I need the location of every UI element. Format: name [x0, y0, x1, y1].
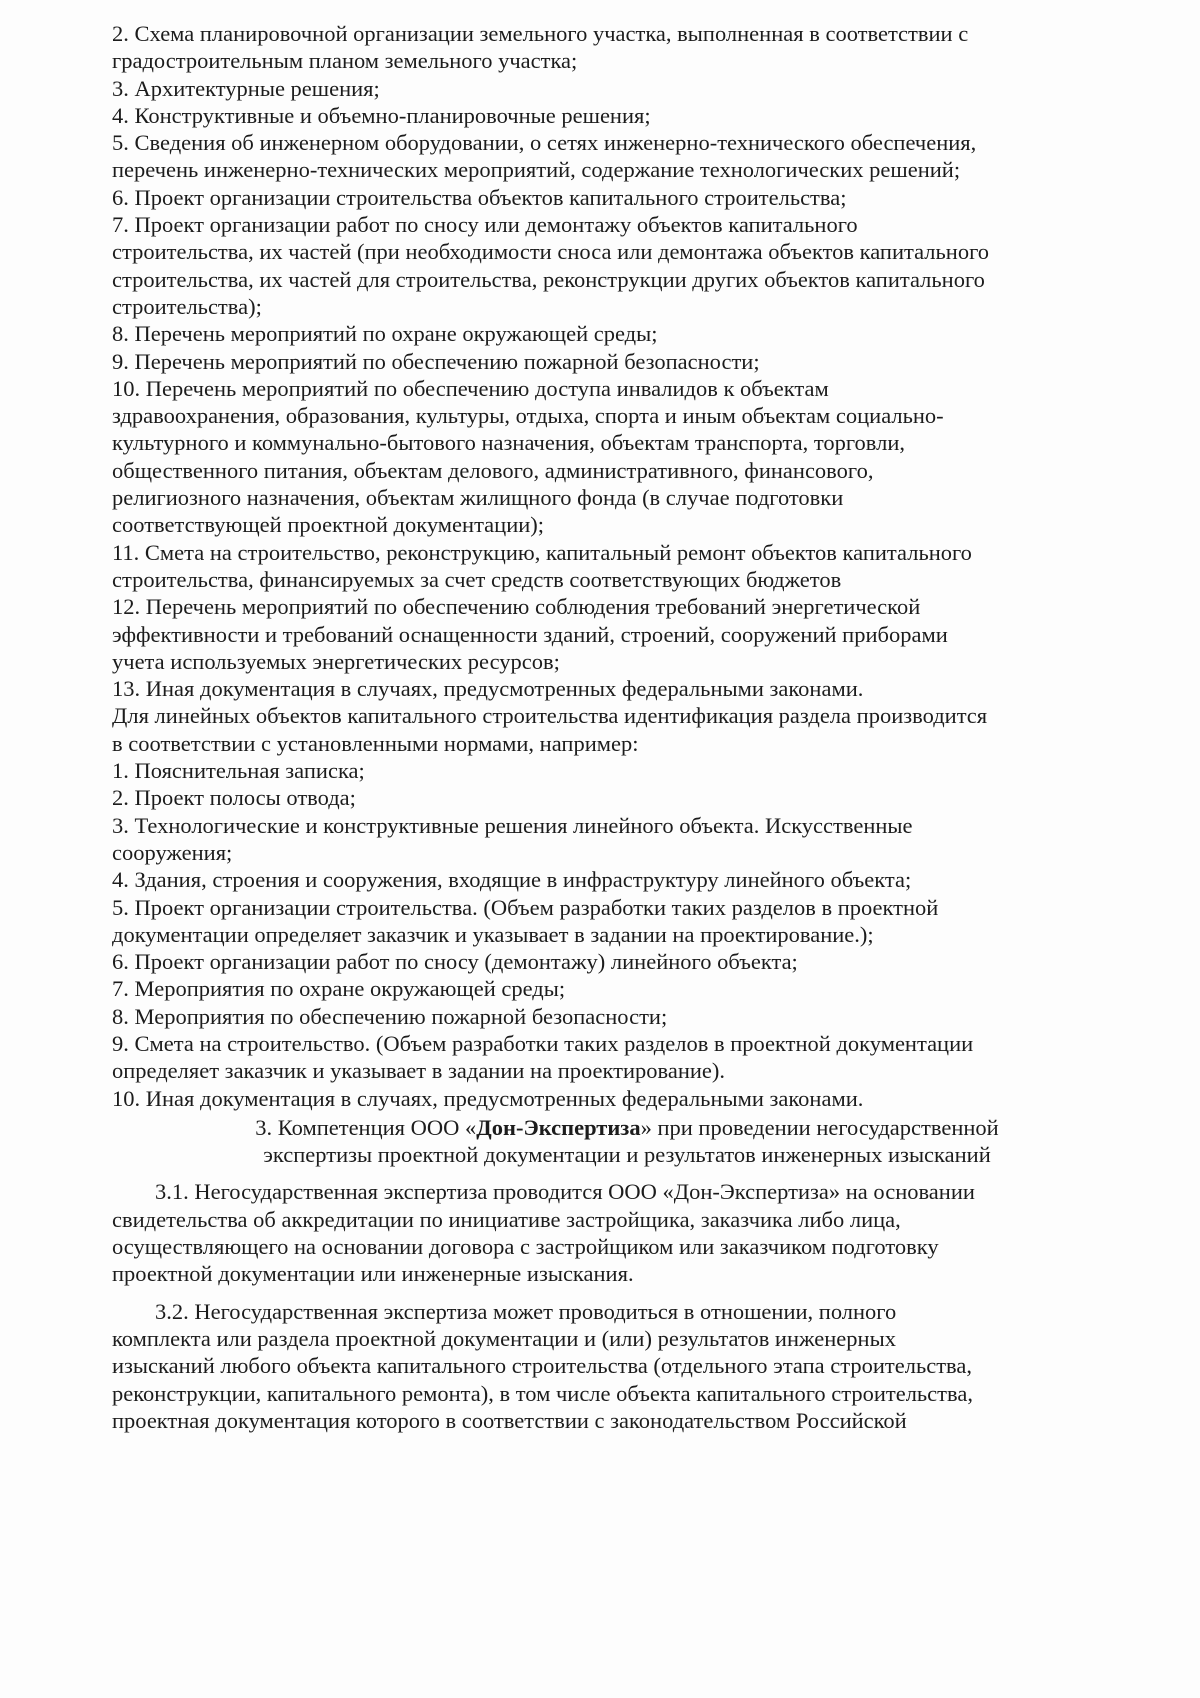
text-line: 5. Сведения об инженерном оборудовании, о сетях инженерно-технического обеспечения,	[112, 130, 977, 156]
section-heading-line-1	[112, 1114, 1142, 1141]
text-line: 9. Перечень мероприятий по обеспечению пожарной безопасности;	[112, 348, 760, 374]
text-line: 13. Иная документация в случаях, предусмотренных федеральными законами.	[112, 676, 864, 702]
text-line: градостроительным планом земельного участка;	[112, 48, 578, 74]
company-name: Дон-Экспертиза	[476, 1114, 641, 1140]
text-line: реконструкции, капитального ремонта), в том числе объекта капитального строительства,	[112, 1380, 973, 1406]
text-line: свидетельства об аккредитации по инициативе застройщика, заказчика либо лица,	[112, 1206, 901, 1232]
text-line: 4. Здания, строения и сооружения, входящие в инфраструктуру линейного объекта;	[112, 867, 912, 893]
text-line: учета используемых энергетических ресурсов;	[112, 648, 560, 674]
text-line: 1. Пояснительная записка;	[112, 758, 365, 784]
heading-suffix: » при проведении негосударственной	[640, 1114, 999, 1140]
text-line: 6. Проект организации строительства объектов капитального строительства;	[112, 184, 847, 210]
text-line: строительства, их частей для строительства, реконструкции других объектов капитального	[112, 266, 985, 292]
text-line: в соответствии с установленными нормами, например:	[112, 730, 639, 756]
text-line: строительства);	[112, 293, 262, 319]
text-line: перечень инженерно-технических мероприятий, содержание технологических решений;	[112, 157, 961, 183]
document-body	[112, 20, 1142, 1434]
text-line: 4. Конструктивные и объемно-планировочные решения;	[112, 102, 651, 128]
text-line: строительства, их частей (при необходимости сноса или демонтажа объектов капитального	[112, 239, 989, 265]
text-line: 3. Архитектурные решения;	[112, 75, 380, 101]
text-line: проектной документации или инженерные изыскания.	[112, 1261, 634, 1287]
text-line: 10. Иная документация в случаях, предусмотренных федеральными законами.	[112, 1085, 864, 1111]
text-line: строительства, финансируемых за счет средств соответствующих бюджетов	[112, 566, 842, 592]
text-line: 3.2. Негосударственная экспертиза может проводиться в отношении, полного	[155, 1298, 897, 1324]
text-line: соответствующей проектной документации);	[112, 512, 545, 538]
text-line: 7. Проект организации работ по сносу или демонтажу объектов капитального	[112, 212, 858, 238]
paragraph-3-2	[112, 1298, 1142, 1434]
text-line: определяет заказчик и указывает в задании на проектирование).	[112, 1058, 726, 1084]
text-line: сооружения;	[112, 839, 233, 865]
text-line: 2. Проект полосы отвода;	[112, 785, 356, 811]
text-line: документации определяет заказчик и указывает в задании на проектирование.);	[112, 921, 874, 947]
text-line: религиозного назначения, объектам жилищного фонда (в случае подготовки	[112, 485, 844, 511]
text-line: 5. Проект организации строительства. (Объем разработки таких разделов в проектной	[112, 894, 939, 920]
text-line: 7. Мероприятия по охране окружающей среды;	[112, 976, 566, 1002]
text-line: комплекта или раздела проектной документации и (или) результатов инженерных	[112, 1325, 896, 1351]
text-line: 8. Мероприятия по обеспечению пожарной безопасности;	[112, 1003, 668, 1029]
section-heading	[112, 1114, 1142, 1169]
text-line: изысканий любого объекта капитального строительства (отдельного этапа строительства,	[112, 1353, 972, 1379]
heading-prefix: 3. Компетенция ООО «	[255, 1114, 477, 1140]
text-line: 6. Проект организации работ по сносу (демонтажу) линейного объекта;	[112, 949, 798, 975]
text-line: осуществляющего на основании договора с застройщиком или заказчиком подготовку	[112, 1234, 939, 1260]
text-line: эффективности и требований оснащенности зданий, строений, сооружений приборами	[112, 621, 948, 647]
text-line: 10. Перечень мероприятий по обеспечению доступа инвалидов к объектам	[112, 375, 829, 401]
text-line: 12. Перечень мероприятий по обеспечению соблюдения требований энергетической	[112, 594, 921, 620]
text-line: 3. Технологические и конструктивные решения линейного объекта. Искусственные	[112, 812, 913, 838]
text-line: 8. Перечень мероприятий по охране окружающей среды;	[112, 321, 658, 347]
text-line: 9. Смета на строительство. (Объем разработки таких разделов в проектной документации	[112, 1030, 974, 1056]
sections-list	[112, 20, 1142, 1112]
paragraph-3-1	[112, 1178, 1142, 1287]
text-line: здравоохранения, образования, культуры, отдыха, спорта и иным объектам социально-	[112, 403, 944, 429]
text-line: 2. Схема планировочной организации земельного участка, выполненная в соответствии с	[112, 21, 969, 46]
text-line: 3.1. Негосударственная экспертиза проводится ООО «Дон-Экспертиза» на основании	[155, 1179, 975, 1205]
text-line: 11. Смета на строительство, реконструкцию, капитальный ремонт объектов капитального	[112, 539, 972, 565]
section-heading-line-2: экспертизы проектной документации и результатов инженерных изысканий	[263, 1142, 991, 1168]
text-line: Для линейных объектов капитального строительства идентификация раздела производится	[112, 703, 988, 729]
text-line: культурного и коммунально-бытового назначения, объектам транспорта, торговли,	[112, 430, 906, 456]
text-line: общественного питания, объектам делового, административного, финансового,	[112, 457, 874, 483]
text-line: проектная документация которого в соответствии с законодательством Российской	[112, 1407, 907, 1433]
